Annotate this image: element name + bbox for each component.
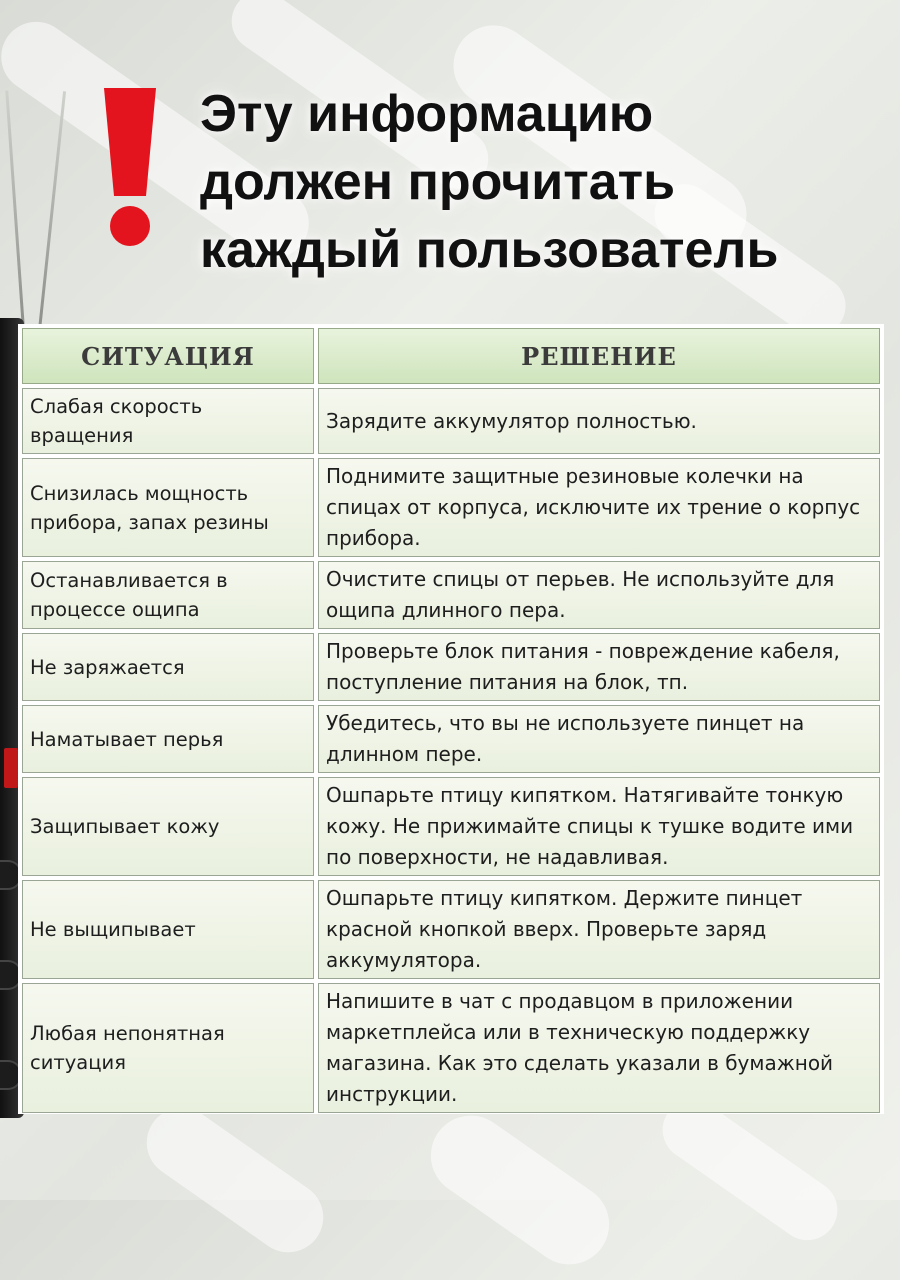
troubleshooting-table-container: [18, 324, 884, 1114]
table-row: [22, 633, 880, 701]
page-title: [200, 80, 880, 284]
troubleshooting-table: [18, 324, 884, 1117]
table-row: [22, 983, 880, 1113]
background-streak: [415, 1100, 625, 1280]
column-header-solution: РЕШЕНИЕ: [318, 328, 880, 384]
situation-cell: Наматывает перья: [22, 705, 314, 773]
table-row: [22, 561, 880, 629]
situation-cell: Слабая скорость вращения: [22, 388, 314, 454]
solution-cell: Ошпарьте птицу кипятком. Держите пинцет красной кнопкой вверх. Проверьте заряд аккумулятора.: [318, 880, 880, 979]
table-row: [22, 458, 880, 557]
title-line: должен прочитать: [200, 153, 676, 211]
exclamation-icon: [100, 88, 160, 248]
solution-cell: Поднимите защитные резиновые колечки на спицах от корпуса, исключите их трение о корпус прибора.: [318, 458, 880, 557]
solution-cell: Ошпарьте птицу кипятком. Натягивайте тонкую кожу. Не прижимайте спицы к тушке водите ими по поверхности, не надавливая.: [318, 777, 880, 876]
title-line: каждый пользователь: [200, 221, 779, 279]
plucker-red-button: [4, 748, 18, 788]
solution-cell: Напишите в чат с продавцом в приложении маркетплейса или в техническую поддержку магазина. Как это сделать указали в бумажной инструкции.: [318, 983, 880, 1113]
plucker-spoke: [5, 90, 25, 330]
solution-cell: Очистите спицы от перьев. Не используйте для ощипа длинного пера.: [318, 561, 880, 629]
table-row: [22, 705, 880, 773]
table-row: [22, 777, 880, 876]
situation-cell: Снизилась мощность прибора, запах резины: [22, 458, 314, 557]
title-line: Эту информацию: [200, 85, 654, 143]
table-row: [22, 388, 880, 454]
solution-cell: Проверьте блок питания - повреждение кабеля, поступление питания на блок, тп.: [318, 633, 880, 701]
solution-cell: Убедитесь, что вы не используете пинцет на длинном пере.: [318, 705, 880, 773]
table-header-row: [22, 328, 880, 384]
table-row: [22, 880, 880, 979]
situation-cell: Защипывает кожу: [22, 777, 314, 876]
situation-cell: Не заряжается: [22, 633, 314, 701]
column-header-situation: СИТУАЦИЯ: [22, 328, 314, 384]
situation-cell: Останавливается в процессе ощипа: [22, 561, 314, 629]
plucker-spoke: [38, 91, 66, 330]
background-streak: [133, 1094, 337, 1266]
solution-cell: Зарядите аккумулятор полностью.: [318, 388, 880, 454]
situation-cell: Не выщипывает: [22, 880, 314, 979]
situation-cell: Любая непонятная ситуация: [22, 983, 314, 1113]
